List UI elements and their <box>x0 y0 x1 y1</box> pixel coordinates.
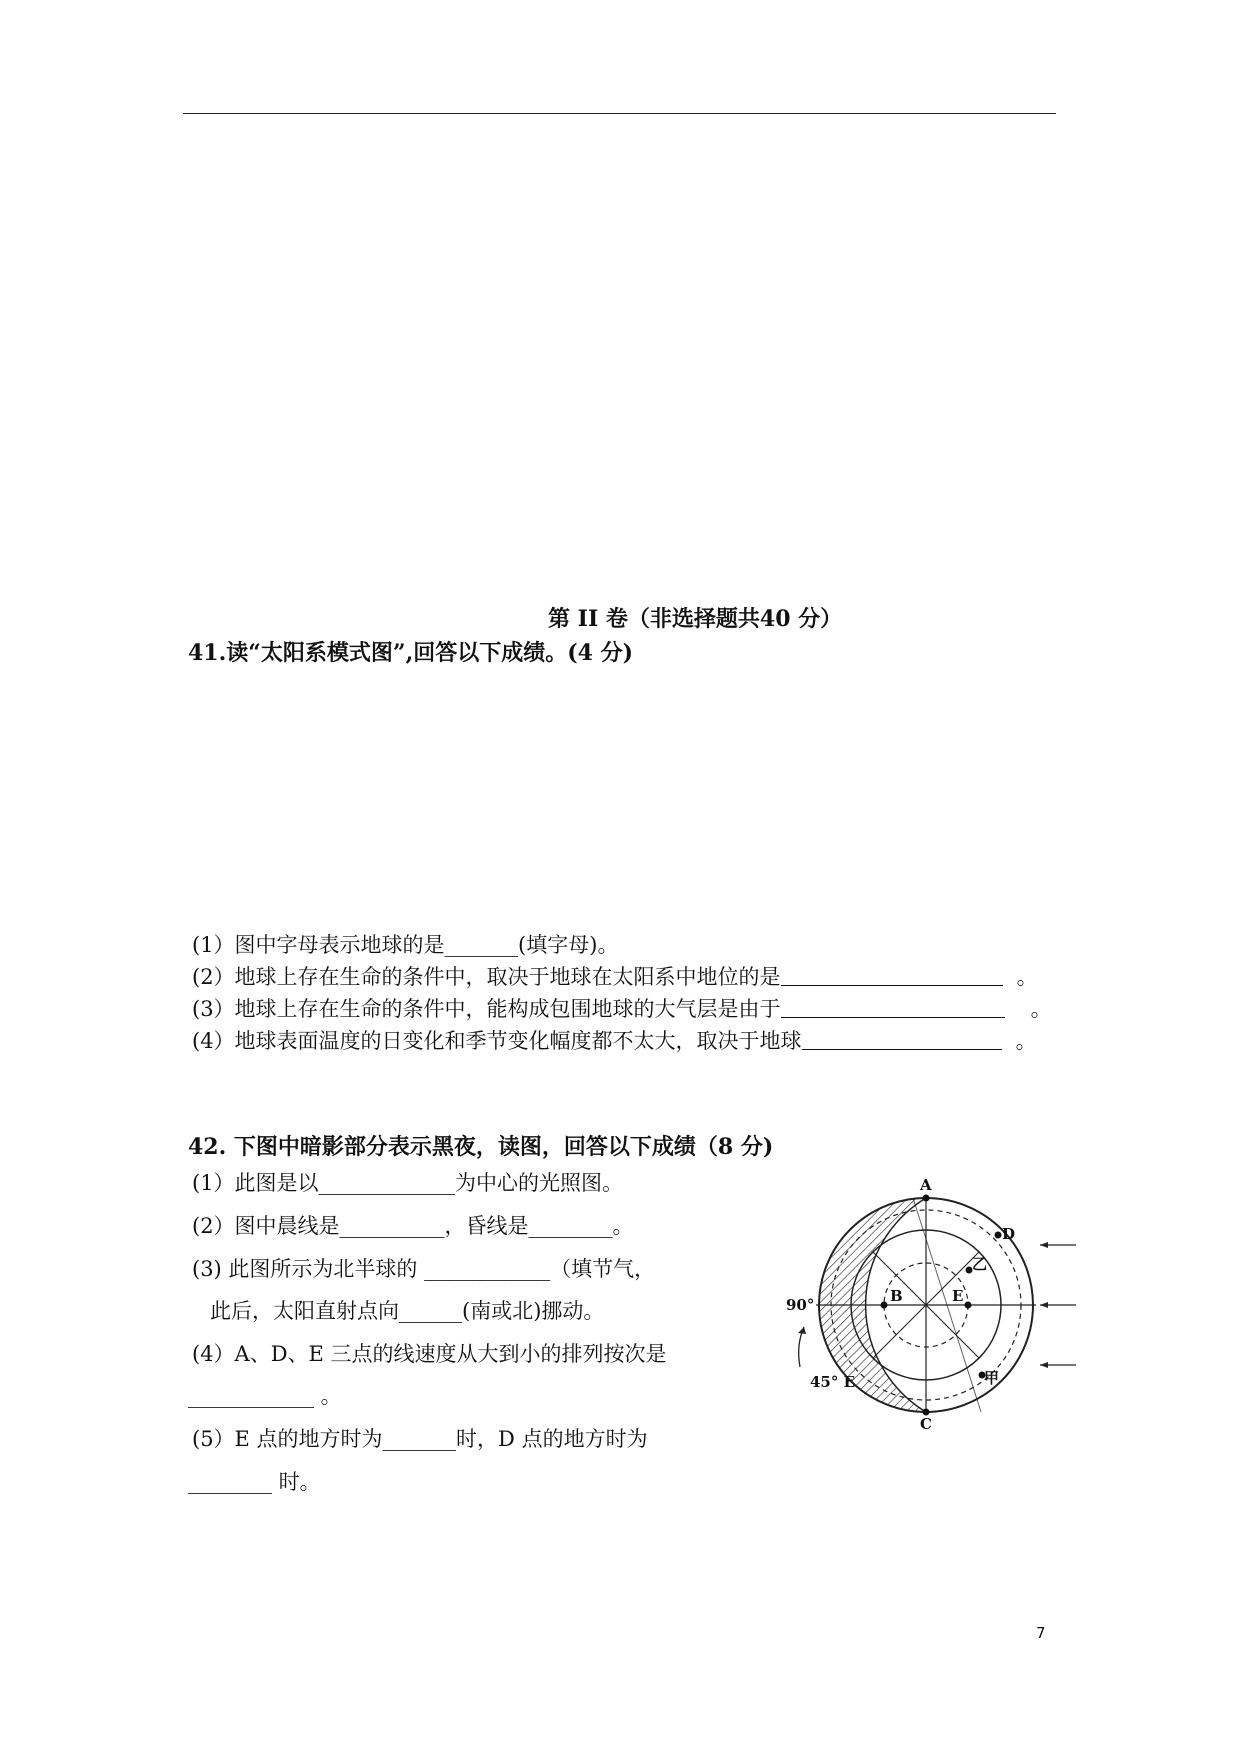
label-45-degrees-e: 45° E <box>810 1373 856 1391</box>
answer-blank[interactable] <box>802 1029 1002 1050</box>
label-a: A <box>920 1176 932 1194</box>
label-c: C <box>920 1415 932 1433</box>
question-41-item-1: (1）图中字母表示地球的是_______(填字母)。 <box>192 933 619 957</box>
question-42-item-5-blank: ________ 时。 <box>188 1470 321 1494</box>
question-41-item-2: (2）地球上存在生命的条件中，取决于地球在太阳系中地位的是 。 <box>192 965 1038 989</box>
label-e: E <box>952 1287 964 1305</box>
header-rule <box>183 113 1056 114</box>
question-42-item-5: (5）E 点的地方时为_______时，D 点的地方时为 <box>192 1427 648 1451</box>
label-90-degrees: 90° <box>786 1296 815 1314</box>
label-jia: 甲 <box>984 1369 1000 1387</box>
question-41-item-3: (3）地球上存在生命的条件中，能构成包围地球的大气层是由于 。 <box>192 997 1052 1021</box>
question-42-item-3: (3) 此图所示为北半球的 ____________（填节气， <box>192 1257 656 1281</box>
label-b: B <box>890 1287 903 1305</box>
question-41-title: 41.读“太阳系模式图”,回答以下成绩。(4 分) <box>188 640 634 666</box>
answer-blank[interactable] <box>781 965 1003 986</box>
label-yi: 乙 <box>972 1255 988 1273</box>
question-42-item-4-blank: ____________ 。 <box>188 1384 342 1408</box>
illumination-diagram <box>786 1175 1086 1435</box>
question-42-title: 42. 下图中暗影部分表示黑夜，读图，回答以下成绩（8 分) <box>188 1134 774 1160</box>
page-number: 7 <box>1036 1624 1046 1642</box>
answer-blank[interactable] <box>781 997 1005 1018</box>
question-42-item-2: (2）图中晨线是__________，昏线是________。 <box>192 1214 634 1238</box>
question-41-item-4: (4）地球表面温度的日变化和季节变化幅度都不太大，取决于地球 。 <box>192 1029 1037 1053</box>
question-42-item-3-cont: 此后，太阳直射点向______(南或北)挪动。 <box>210 1299 605 1323</box>
question-42-item-4: (4）A、D、E 三点的线速度从大到小的排列按次是 <box>192 1342 667 1366</box>
section-title: 第 II 卷（非选择题共40 分） <box>548 606 843 632</box>
question-42-item-1: (1）此图是以_____________为中心的光照图。 <box>192 1171 624 1195</box>
label-d: D <box>1002 1225 1016 1243</box>
